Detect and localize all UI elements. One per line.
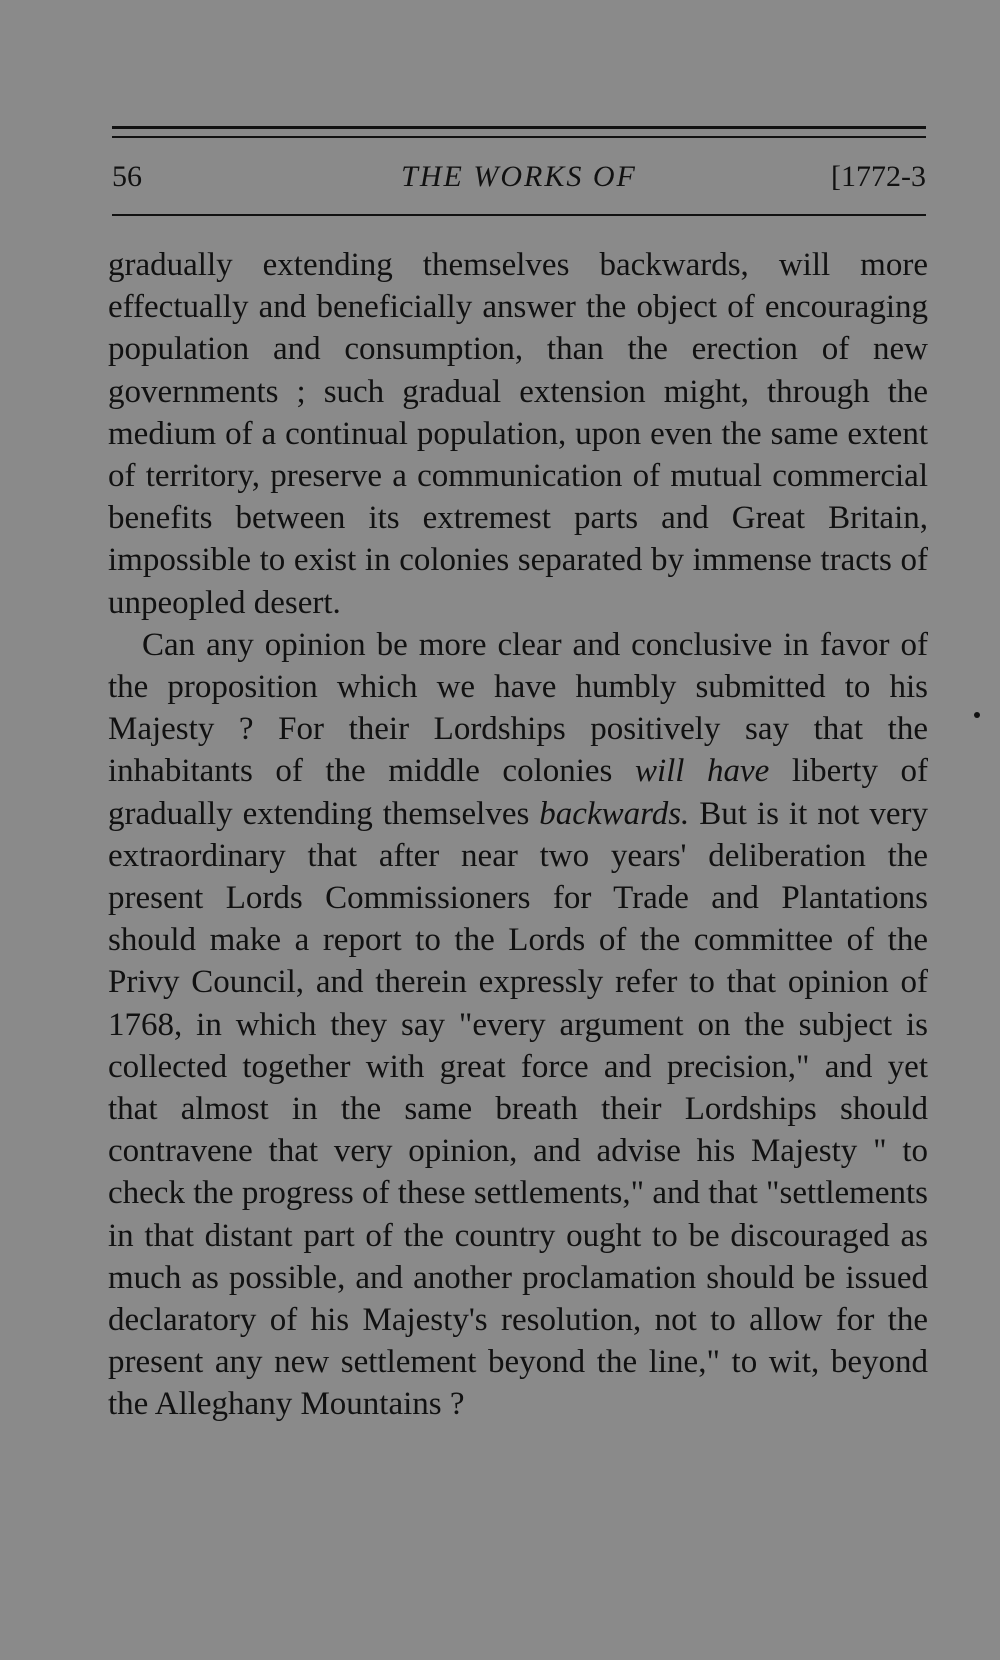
header-rule-top-thin [112, 136, 926, 138]
paragraph-1: gradually extending themselves backwards, will more effectually and beneficially answer the object of encouraging population and consumption, than the erection of new governments ; such gradual extension might, through the medium of a continual population, upon even the same extent of territory, preserve a communication of mutual commercial benefits between its extremest parts and Great Britain, impossible to exist in colonies separated by immense tracts of unpeopled desert. [108, 247, 928, 621]
margin-mark [974, 712, 980, 718]
header-rule-bottom [112, 214, 926, 216]
italic-backwards: backwards. [539, 795, 690, 832]
body-text [108, 244, 928, 1426]
page-number: 56 [112, 160, 142, 193]
header-rule-top [112, 126, 926, 129]
date-range: [1772-3 [831, 160, 926, 193]
running-title: THE WORKS OF [401, 160, 637, 193]
paragraph-2 [108, 624, 928, 1426]
paragraph-2-part-2: liberty of gradually extending themselves [108, 753, 929, 832]
italic-will-have: will have [634, 753, 770, 790]
running-header [112, 160, 926, 200]
paragraph-2-part-3: But is it not very extraordinary that after near two years' deliberation the present Lords Commissioners for Trade and Plantations should make a report to the Lords of the committee of the Privy Council, and therein expressly refer to that opinion of 1768, in which they say "every argument on the subject is collected together with great force and precision," and yet that almost in the same breath their Lordships should contravene that very opinion, and advise his Majesty " to check the progress of these settlements," and that "settlements in that distant part of the country ought to be discouraged as much as possible, and another proclamation should be issued declaratory of his Majesty's resolution, not to allow for the present any new settlement beyond the line," to wit, beyond the Alleghany Mountains ? [108, 795, 928, 1423]
paragraph-2-part-1: Can any opinion be more clear and conclusive in favor of the proposition which we have humbly submitted to his Majesty ? For their Lordships positively say that the inhabitants of the middle colonies [108, 626, 928, 790]
